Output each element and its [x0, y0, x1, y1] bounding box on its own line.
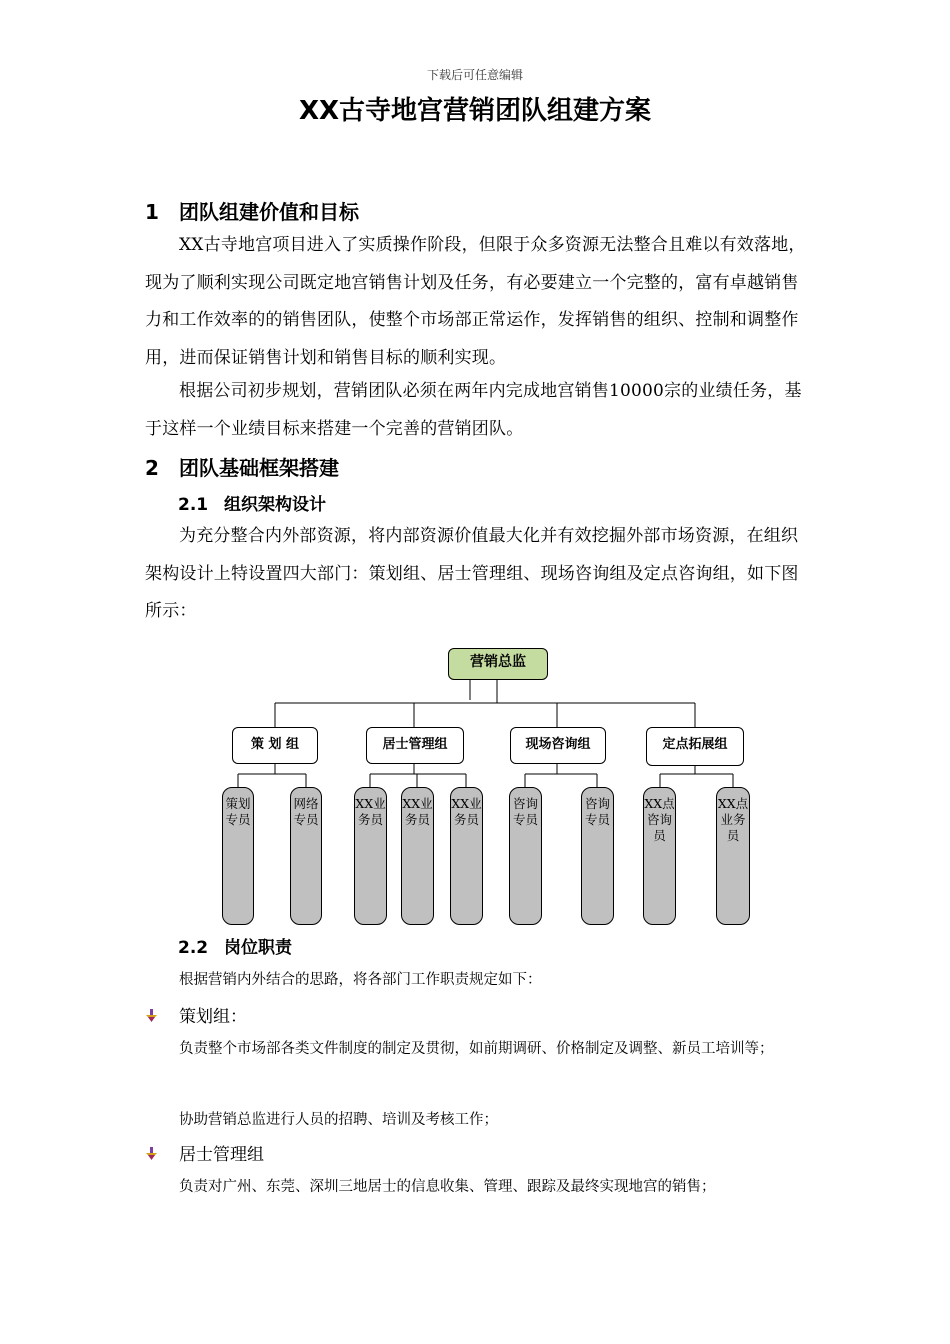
- section-2-2-number: 2.2: [178, 938, 209, 958]
- duty-planning-1: 负责整个市场部各类文件制度的制定及贯彻，如前期调研、价格制定及调整、新员工培训等；: [179, 1041, 774, 1057]
- duty-planning-2: 协助营销总监进行人员的招聘、培训及考核工作；: [179, 1112, 498, 1128]
- document-title: XX古寺地宫营销团队组建方案: [298, 96, 652, 126]
- section-2-number: 2: [145, 456, 159, 480]
- org-member-network-specialist: 网络专员: [290, 787, 322, 925]
- section-2-2-heading: [178, 933, 292, 958]
- org-group-planning: 策 划 组: [232, 727, 318, 764]
- org-member-planning-specialist: 策划专员: [222, 787, 254, 925]
- org-member-point-salesperson: XX点业务员: [716, 787, 750, 925]
- org-member-salesperson-1: XX业务员: [354, 787, 387, 925]
- section-2-1-title: 组织架构设计: [224, 495, 326, 515]
- org-node-director: 营销总监: [448, 648, 548, 680]
- paragraph-1: XX古寺地宫项目进入了实质操作阶段，但限于众多资源无法整合且难以有效落地，现为了顺利实现公司既定地宫销售计划及任务，有必要建立一个完整的，富有卓越销售力和工作效率的的销售团队，使整个市场部正常运作，发挥销售的组织、控制和调整作用，进而保证销售计划和销售目标的顺利实现。: [145, 235, 806, 368]
- duty-lay-label: 居士管理组: [179, 1145, 264, 1165]
- duty-lay-1: 负责对广州、东莞、深圳三地居士的信息收集、管理、跟踪及最终实现地宫的销售；: [179, 1179, 716, 1195]
- bullet-arrow-icon: [145, 1146, 159, 1160]
- bullet-arrow-icon: [145, 1008, 159, 1022]
- section-2-2-title: 岗位职责: [224, 938, 292, 958]
- duty-planning-heading: [145, 1002, 247, 1027]
- org-group-lay-management: 居士管理组: [366, 727, 464, 764]
- org-member-point-consultant: XX点咨询员: [643, 787, 676, 925]
- section-1-number: 1: [145, 200, 159, 224]
- org-member-consulting-specialist-1: 咨询专员: [509, 787, 542, 925]
- section-1-title: 团队组建价值和目标: [179, 200, 359, 224]
- section-2-1-number: 2.1: [178, 495, 209, 515]
- duty-lay-heading: [145, 1140, 264, 1165]
- org-member-salesperson-2: XX业务员: [401, 787, 434, 925]
- section-2-title: 团队基础框架搭建: [179, 456, 339, 480]
- org-member-salesperson-3: XX业务员: [450, 787, 483, 925]
- org-member-consulting-specialist-2: 咨询专员: [581, 787, 614, 925]
- paragraph-3: 为充分整合内外部资源，将内部资源价值最大化并有效挖掘外部市场资源，在组织架构设计上特设置四大部门：策划组、居士管理组、现场咨询组及定点咨询组，如下图所示：: [145, 526, 799, 621]
- paragraph-2: 根据公司初步规划，营销团队必须在两年内完成地宫销售10000宗的业绩任务，基于这样一个业绩目标来搭建一个完善的营销团队。: [145, 381, 802, 439]
- duty-planning-label: 策划组：: [179, 1007, 247, 1027]
- paragraph-4: 根据营销内外结合的思路，将各部门工作职责规定如下：: [179, 972, 542, 988]
- org-group-onsite-consulting: 现场咨询组: [510, 727, 606, 764]
- org-group-fixed-point-expansion: 定点拓展组: [646, 727, 744, 766]
- header-note: 下载后可任意编辑: [426, 68, 523, 82]
